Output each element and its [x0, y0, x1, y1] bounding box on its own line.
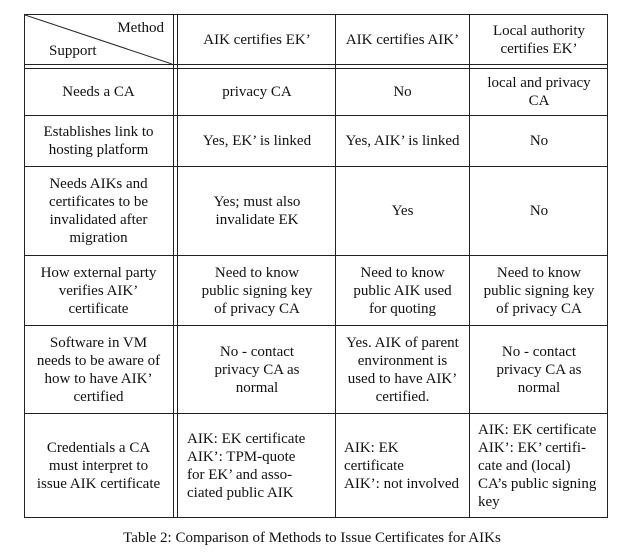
- table-row: [25, 69, 607, 116]
- header-col-aik-certifies-aik: AIK certifies AIK’: [345, 31, 460, 48]
- row-label: Needs AIKs and certificates to be invalidated after migration: [48, 176, 149, 246]
- row-cell: Yes, AIK’ is linked: [345, 133, 460, 149]
- row-cell: No: [529, 203, 549, 219]
- row-cell: local and privacy CA: [487, 75, 591, 109]
- row-cell: AIK: EK certificate AIK’: EK’ certifi- cate and (local) CA’s public signing key: [478, 422, 597, 510]
- row-cell: Need to know public signing key of privacy CA: [483, 264, 595, 317]
- comparison-table: [24, 14, 608, 518]
- table-caption: Table 2: Comparison of Methods to Issue Certificates for AIKs: [123, 530, 501, 546]
- table-row: [25, 414, 607, 518]
- row-cell: Yes, EK’ is linked: [202, 133, 312, 149]
- row-cell: No: [393, 84, 412, 100]
- table-row: [25, 326, 607, 414]
- row-cell: AIK: EK certificate AIK’: TPM-quote for EK’ and asso- ciated public AIK: [187, 431, 306, 501]
- row-cell: Need to know public AIK used for quoting: [353, 264, 452, 317]
- row-label: Needs a CA: [62, 84, 135, 100]
- corner-support-label: Support: [49, 43, 97, 59]
- row-cell: No - contact privacy CA as normal: [214, 343, 300, 396]
- row-cell: Need to know public signing key of privacy CA: [201, 264, 313, 317]
- corner-method-label: Method: [117, 20, 164, 36]
- row-cell: Yes: [391, 203, 414, 219]
- row-cell: privacy CA: [222, 84, 292, 100]
- header-row: [25, 15, 607, 65]
- header-col-local-authority: Local authority certifies EK’: [492, 22, 586, 57]
- row-cell: No - contact privacy CA as normal: [496, 343, 582, 396]
- row-cell: Yes; must also invalidate EK: [213, 194, 301, 228]
- row-label: How external party verifies AIK’ certificate: [40, 264, 157, 317]
- table-row: [25, 256, 607, 326]
- row-cell: AIK: EK certificate AIK’: not involved: [344, 440, 459, 492]
- header-col-aik-certifies-ek: AIK certifies EK’: [203, 31, 311, 48]
- corner-cell: [25, 15, 172, 64]
- row-label: Software in VM needs to be aware of how to have AIK’ certified: [36, 334, 161, 405]
- row-label: Credentials a CA must interpret to issue AIK certificate: [36, 440, 161, 492]
- table-row: [25, 167, 607, 256]
- row-cell: Yes. AIK of parent environment is used to have AIK’ certified.: [346, 334, 459, 405]
- table-row: [25, 116, 607, 167]
- row-label: Establishes link to hosting platform: [43, 124, 154, 158]
- row-cell: No: [529, 133, 549, 149]
